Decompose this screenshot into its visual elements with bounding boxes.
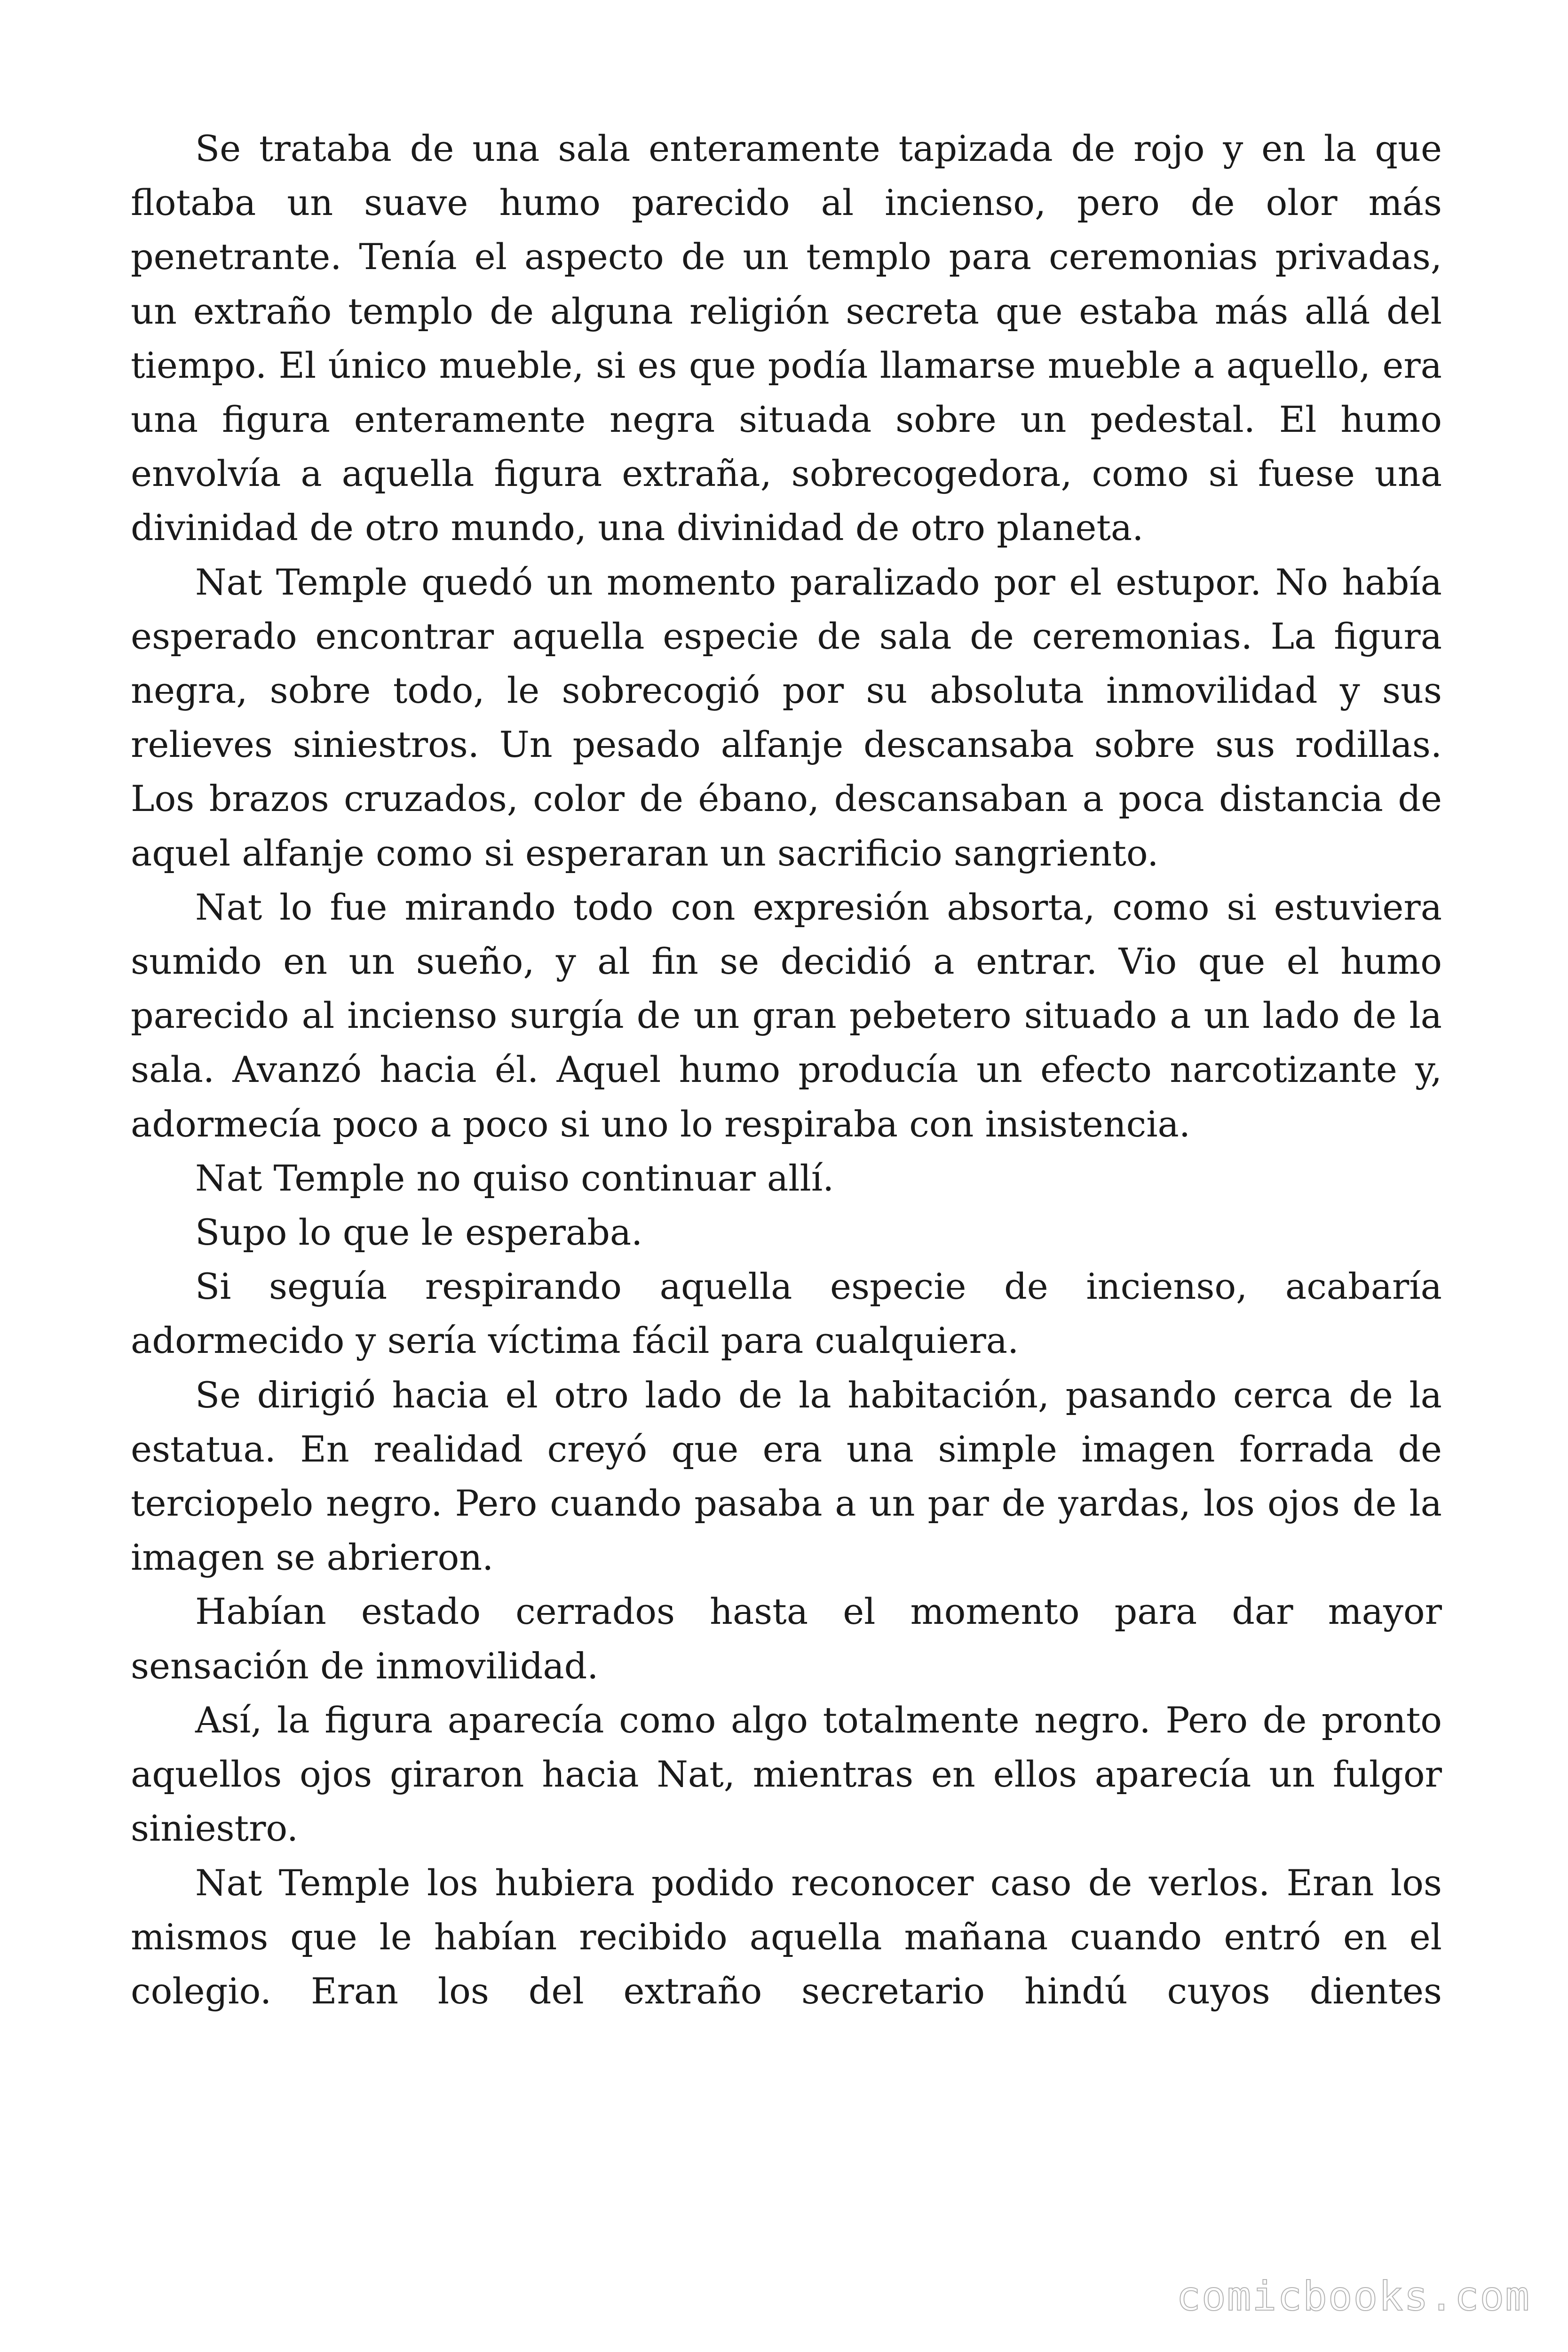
paragraph: Nat Temple quedó un momento paralizado por el estupor. No había esperado encontrar aquella especie de sala de ceremonias. La figura negra, sobre todo, le sobrecogió por su absoluta inmovilidad y sus relieves siniestros. Un pesado alfanje descansaba sobre sus rodillas. Los brazos cruzados, color de ébano, descansaban a poca distancia de aquel alfanje como si esperaran un sacrificio sangriento.	[131, 561, 1442, 874]
paragraph: Habían estado cerrados hasta el momento para dar mayor sensación de inmovilidad.	[131, 1590, 1442, 1687]
watermark: comicbooks.com	[1176, 2273, 1530, 2320]
paragraph: Si seguía respirando aquella especie de incienso, acabaría adormecido y sería víctima fácil para cualquiera.	[131, 1265, 1442, 1362]
paragraph: Nat lo fue mirando todo con expresión absorta, como si estuviera sumido en un sueño, y al fin se decidió a entrar. Vio que el humo parecido al incienso surgía de un gran pebetero situado a un lado de la sala. Avanzó hacia él. Aquel humo producía un efecto narcotizante y, adormecía poco a poco si uno lo respiraba con insistencia.	[131, 886, 1442, 1145]
paragraph: Se trataba de una sala enteramente tapizada de rojo y en la que flotaba un suave humo parecido al incienso, pero de olor más penetrante. Tenía el aspecto de un templo para ceremonias privadas, un extraño templo de alguna religión secreta que estaba más allá del tiempo. El único mueble, si es que podía llamarse mueble a aquello, era una figura enteramente negra situada sobre un pedestal. El humo envolvía a aquella figura extraña, sobrecogedora, como si fuese una divinidad de otro mundo, una divinidad de otro planeta.	[131, 127, 1442, 549]
paragraph: Nat Temple no quiso continuar allí.	[195, 1157, 834, 1199]
paragraph-last: Nat Temple los hubiera podido reconocer caso de verlos. Eran los mismos que le habían recibido aquella mañana cuando entró en el colegio. Eran los del extraño secretario hindú cuyos dientes	[131, 1861, 1442, 2012]
paragraph: Así, la figura aparecía como algo totalmente negro. Pero de pronto aquellos ojos giraron hacia Nat, mientras en ellos aparecía un fulgor siniestro.	[131, 1699, 1442, 1850]
paragraph: Se dirigió hacia el otro lado de la habitación, pasando cerca de la estatua. En realidad creyó que era una simple imagen forrada de terciopelo negro. Pero cuando pasaba a un par de yardas, los ojos de la imagen se abrieron.	[131, 1374, 1442, 1579]
body-text	[131, 121, 1442, 2018]
paragraph: Supo lo que le esperaba.	[195, 1211, 643, 1254]
